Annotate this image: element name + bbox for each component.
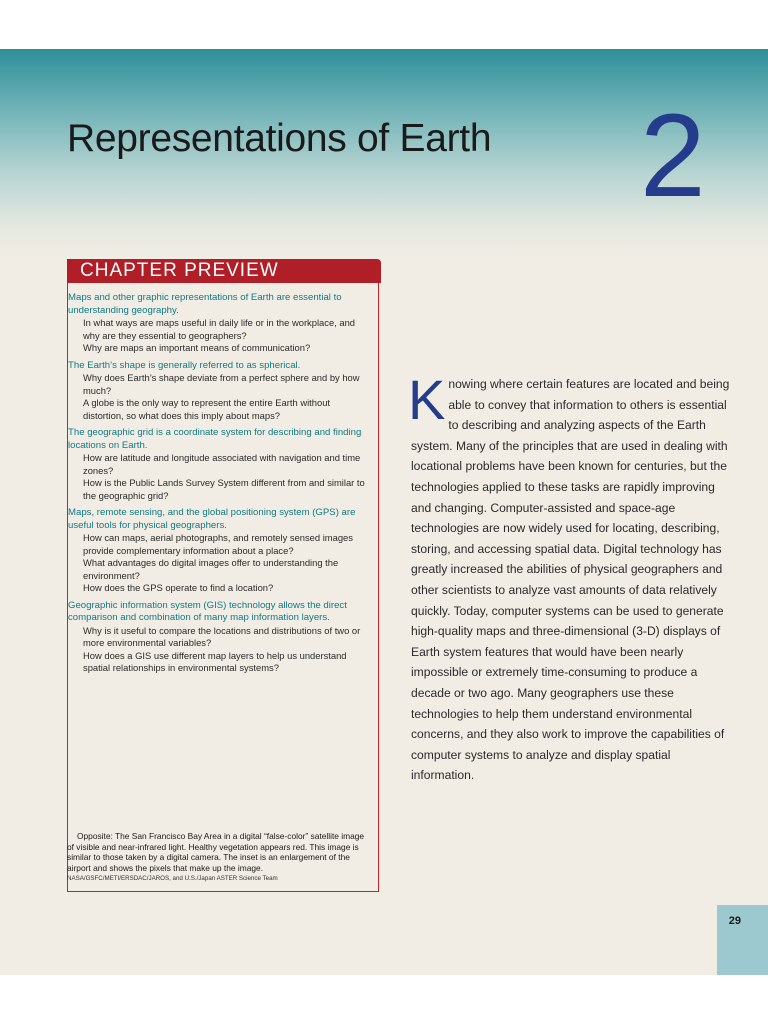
preview-topic xyxy=(68,427,370,502)
image-credit: NASA/GSFC/METI/ERSDAC/JAROS, and U.S./Japan ASTER Science Team xyxy=(67,874,278,882)
preview-question: How can maps, aerial photographs, and remotely sensed images provide complementary information about a place? xyxy=(83,532,353,556)
caption-text: Opposite: The San Francisco Bay Area in a digital “false-color” satellite image of visible and near-infrared light. Healthy vegetation appears red. This image is similar to those taken by a digital camera. The inset is an enlargement of the airport and shows the pixels that make up the image. xyxy=(67,831,365,874)
page-number-tab xyxy=(717,905,768,975)
preview-question: How are latitude and longitude associated with navigation and time zones? xyxy=(83,452,361,476)
chapter-title: Representations of Earth xyxy=(67,117,492,160)
preview-topic xyxy=(68,600,370,675)
book-page xyxy=(0,49,768,975)
preview-question: A globe is the only way to represent the entire Earth without distortion, so what does this imply about maps? xyxy=(83,397,331,421)
preview-question: In what ways are maps useful in daily life or in the workplace, and why are they essential to geographers? xyxy=(83,317,356,341)
body-text: nowing where certain features are located and being able to convey that information to others is essential to describing and analyzing aspects of the Earth system. Many of the principles that are used in dealing with locational problems have been known for centuries, but the technologies applied to these tasks are rapidly improving and changing. Computer-assisted and space-age technologies are now widely used for locating, describing, storing, and accessing spatial data. Digital technology has greatly increased the abilities of physical geographers and other scientists to analyze vast amounts of data relatively quickly. Today, computer systems can be used to generate high-quality maps and three-dimensional (3-D) displays of Earth system features that would have been nearly impossible or extremely time-consuming to produce a decade or two ago. Many geographers use these technologies to help them understand environmental concerns, and they also work to improve the capabilities of computer systems to analyze and display spatial information. xyxy=(411,377,730,783)
preview-question: How does the GPS operate to find a location? xyxy=(83,582,274,593)
preview-question: How does a GIS use different map layers to help us understand spatial relationships in environmental systems? xyxy=(83,649,347,673)
preview-topic-heading: Maps and other graphic representations of Earth are essential to understanding geography. xyxy=(68,292,342,316)
chapter-preview-label: CHAPTER PREVIEW xyxy=(80,260,279,281)
chapter-number: 2 xyxy=(640,90,706,222)
preview-topic-heading: Maps, remote sensing, and the global positioning system (GPS) are useful tools for physical geographers. xyxy=(68,507,356,531)
preview-topic-heading: Geographic information system (GIS) technology allows the direct comparison and combination of many map information layers. xyxy=(68,599,347,623)
preview-topic-heading: The geographic grid is a coordinate system for describing and finding locations on Earth. xyxy=(68,427,362,451)
chapter-preview-list xyxy=(68,292,370,680)
preview-topic-heading: The Earth’s shape is generally referred to as spherical. xyxy=(68,359,301,371)
preview-topic xyxy=(68,507,370,595)
preview-question: How is the Public Lands Survey System different from and similar to the geographic grid? xyxy=(83,477,365,501)
chapter-preview-header xyxy=(67,259,381,283)
drop-cap: K xyxy=(408,368,446,431)
preview-topic xyxy=(68,360,370,423)
preview-question: Why are maps an important means of communication? xyxy=(83,342,311,353)
image-caption xyxy=(67,831,372,883)
preview-question: What advantages do digital images offer to understanding the environment? xyxy=(83,557,339,581)
preview-question: Why is it useful to compare the locations and distributions of two or more environmental variables? xyxy=(83,624,361,648)
body-paragraph xyxy=(408,368,731,786)
preview-question: Why does Earth’s shape deviate from a perfect sphere and by how much? xyxy=(83,372,360,396)
page-number: 29 xyxy=(728,915,741,927)
preview-topic xyxy=(68,292,370,355)
